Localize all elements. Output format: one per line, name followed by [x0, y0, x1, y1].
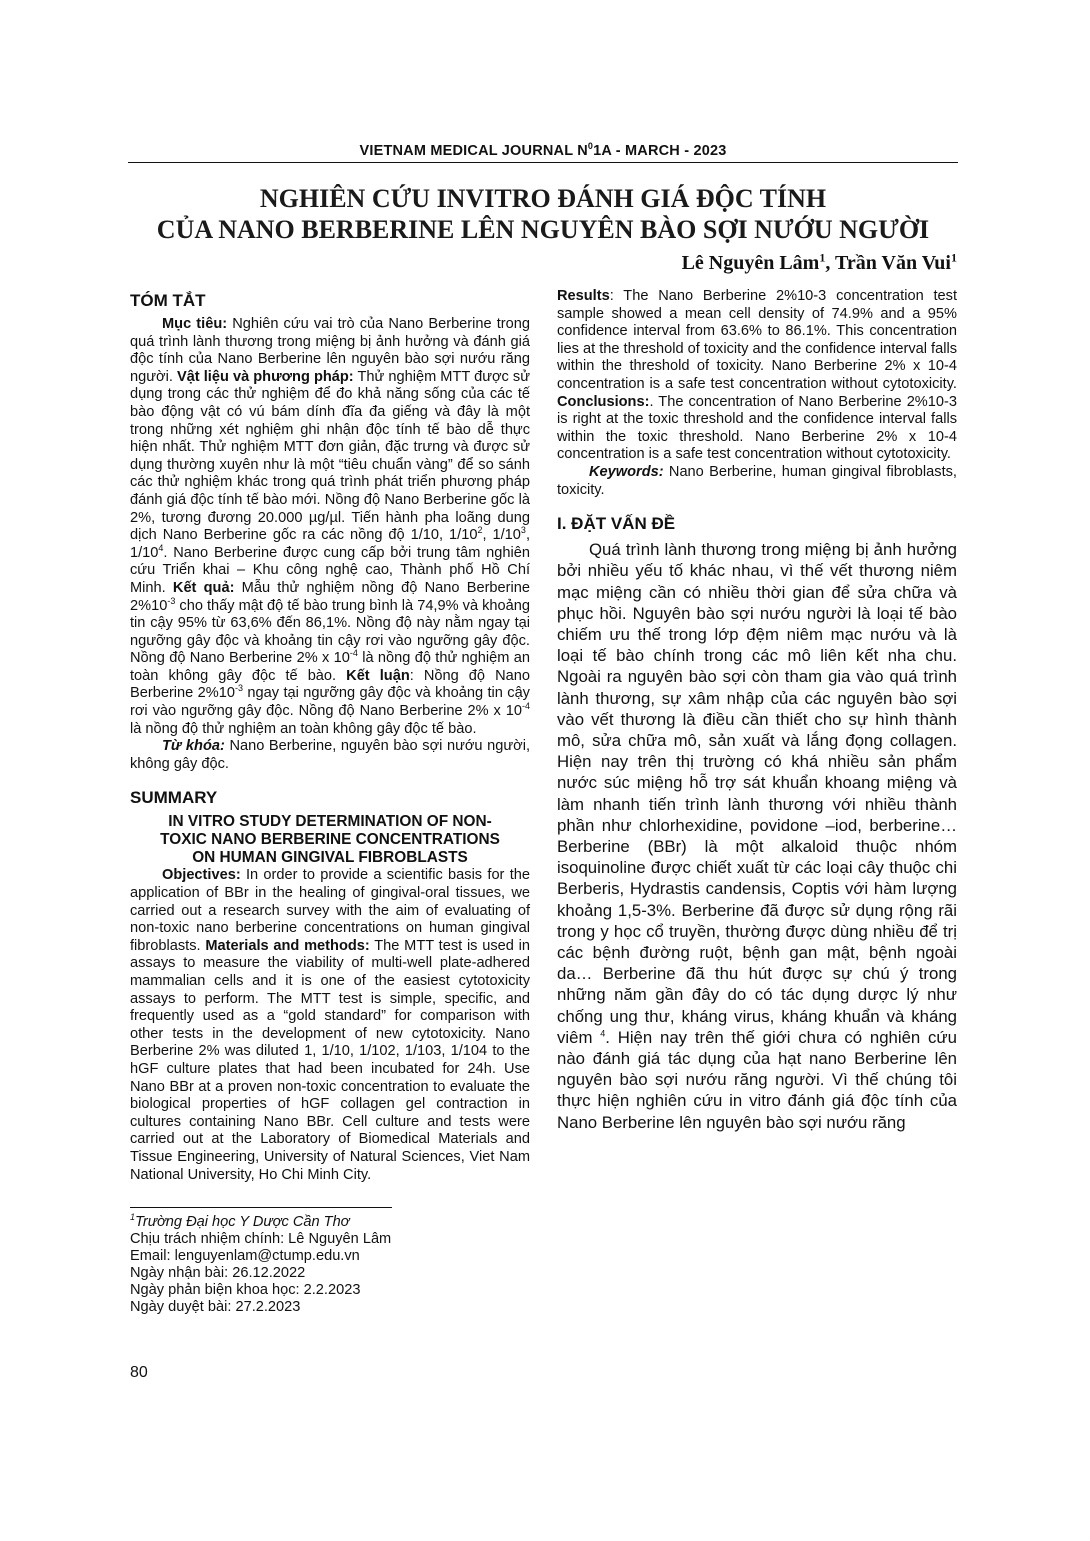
- abstract-vi-heading: TÓM TẮT: [130, 291, 206, 310]
- article-title: [128, 183, 958, 245]
- summary-heading: SUMMARY: [130, 788, 218, 808]
- affiliation: $^1$Trường Đại học Y Dược Cần Thơ: [130, 1212, 350, 1230]
- author-1: Lê Nguyên Lâm: [681, 252, 820, 274]
- summary-title: IN VITRO STUDY DETERMINATION OF NON-TOXIC NANO BERBERINE CONCENTRATIONS ON HUMAN GINGIVAL FIBROBLASTS: [160, 813, 500, 867]
- summary-body-part-1: Objectives: In order to provide a scientific basis for the application of BBr in the healing of gingival-oral tissues, we carried out a research survey with the aim of evaluating of non-toxic nano berberine concentrations on human gingival fibroblasts. Materials and methods: The MTT test is used in assays to measure the viability of multi-well plate-adhered mammalian cells and it is one of the easiest cytotoxicity assays to perform. The MTT test is simple, specific, and frequently used as a “gold standard” for comparison with other tests in the development of new cytotoxicity. Nano Berberine 2% was diluted 1, 1/10, 1/102, 1/103, 1/104 to the hGF culture plates that had been incubated for 24h. Use Nano BBr at a proven non-toxic concentration to evaluate the biological properties of hGF collagen gel contraction in cultures containing Nano BBr. Cell culture and tests were carried out at the Laboratory of Biomedical Materials and Tissue Engineering, University of Natural Sciences, Viet Nam National University, Ho Chi Minh City.: [130, 867, 531, 1183]
- title-line-1: NGHIÊN CỨU INVITRO ĐÁNH GIÁ ĐỘC TÍNH: [259, 184, 827, 213]
- title-line-2: CỦA NANO BERBERINE LÊN NGUYÊN BÀO SỢI NƯỚU NGƯỜI: [156, 215, 930, 244]
- summary-body-part-2: Results: The Nano Berberine 2%10-3 concentration test sample showed a mean cell density of 74.9% and a 95% confidence interval from 63.6% to 86.1%. This concentration lies at the threshold of toxicity and the confidence interval falls within the threshold of toxicity. Nano Berberine 2% x 10-4 concentration is a safe test concentration without cytotoxicity. Conclusions:. The concentration of Nano Berberine 2%10-3 is right at the toxic threshold and the confidence interval falls within the toxic threshold. Nano Berberine 2% x 10-4 concentration is a safe test concentration without cytotoxicity.: [557, 288, 957, 463]
- left-column: [130, 290, 530, 1184]
- abstract-vi-body: Mục tiêu: Nghiên cứu vai trò của Nano Berberine trong quá trình lành thương trong miệng bị ảnh hưởng và đánh giá độc tính của Nano Berberine lên nguyên bào sợi nướu răng người. Vật liệu và phương pháp: Thử nghiệm MTT được sử dụng trong các thử nghiệm để đo khả năng sống của các tế bào động vật có vú bám dính đĩa đa giếng và đây là một trong những xét nghiệm ghi nhận độc tính tế bào dễ thực hiện nhất. Thử nghiệm MTT đơn giản, đặc trưng và được sử dụng thường xuyên như là một “tiêu chuẩn vàng” để so sánh các thử nghiệm khác trong quá trình phát triển phương pháp đánh giá độc tính tế bào mới. Nồng độ Nano Berberine gốc là 2%, tương đương 20.000 µg/µl. Tiến hành pha loãng dung dịch Nano Berberine gốc ra các nồng độ 1/10, $1/10^2$, $1/10^3$, $1/10^4$. Nano Berberine được cung cấp bởi trung tâm nghiên cứu Triển khai – Khu công nghệ cao, Thành phố Hồ Chí Minh. Kết quả: Mẫu thử nghiệm nồng độ Nano Berberine $2\%10^{-3}$ cho thấy mật độ tế bào trung bình là 74,9% và khoảng tin cậy 95% từ 63,6% đến 86,1%. Nồng độ này nằm ngay tại ngưỡng gây độc và khoảng tin cậy rơi vào ngưỡng gây độc. Nồng độ Nano Berberine 2% x $10^{-4}$ là nồng độ thử nghiệm an toàn không gây độc tế bào. Kết luận: Nồng độ Nano Berberine $2\%10^{-3}$ ngay tại ngưỡng gây độc và khoảng tin cậy rơi vào ngưỡng gây độc. Nồng độ Nano Berberine 2% x $10^{-4}$ là nồng độ thử nghiệm an toàn không gây độc tế bào.: [130, 316, 530, 737]
- journal-header: VIETNAM MEDICAL JOURNAL $N^01A$ - MARCH - 2023: [359, 141, 727, 159]
- author-2: Trần Văn Vui: [835, 252, 951, 274]
- author-list: Lê Nguyên Lâm$^1$, Trần Văn Vui$^1$: [681, 250, 957, 274]
- page-number: 80: [130, 1364, 148, 1381]
- summary-keywords: Keywords: Nano Berberine, human gingival fibroblasts, toxicity.: [557, 463, 957, 498]
- date-accepted: Ngày duyệt bài: 27.2.2023: [130, 1299, 301, 1315]
- corresponding-author: Chịu trách nhiệm chính: Lê Nguyên Lâm: [130, 1231, 392, 1247]
- intro-body: Quá trình lành thương trong miệng bị ảnh hưởng bởi nhiều yếu tố khác nhau, vì thế vết thương niêm mạc miệng cần có nhiều thời gian để sửa chữa và phục hồi. Nguyên bào sợi nướu người là loại tế bào chiếm ưu thế trong lớp đệm niêm mạc nướu và là loại tế bào chính trong các mô liên kết nha chu. Ngoài ra nguyên bào sợi còn tham gia vào quá trình lành thương, sự xâm nhập của các nguyên bào sợi vào vết thương là điều cần thiết cho sự hình thành mô, sửa chữa mô, sản xuất và lắng đọng collagen. Hiện nay trên thị trường có khá nhiều sản phẩm nước súc miệng hỗ trợ sát khuẩn khoang miệng và làm nhanh tiến trình lành thương với nhiều thành phần như chlorhexidine, povidone –iod, berberine… Berberine (BBr) là một alkaloid thuộc nhóm isoquinoline được chiết xuất từ các loại cây thuộc chi Berberis, Hydrastis candensis, Coptis với hàm lượng khoảng 1,5-3%. Berberine đã được sử dụng rộng rãi trong y học cổ truyền, thường được dùng nhiều để trị các bệnh đường ruột, bệnh gan mật, bệnh ngoài da… Berberine đã thu hút được sự chú ý trong những năm gần đây do có tác dụng dược lý như chống ung thư, kháng virus, kháng khuẩn và kháng viêm $^4$. Hiện nay trên thế giới chưa có nghiên cứu nào đánh giá tác dụng của hạt nano Berberine lên nguyên bào sợi nướu răng người. Vì thế chúng tôi thực hiện nghiên cứu in vitro đánh giá độc tính của Nano Berberine lên nguyên bào sợi nướu răng: [557, 540, 957, 1132]
- summary-methods-text: The MTT test is used in assays to measure the viability of multi-well plate-adhered mammalian cells and it is one of the easiest cytotoxicity assays to perform. The MTT test is simple, specific, and frequently used as a “gold standard” for comparison with other tests in the development of new cytotoxicity. Nano Berberine 2% was diluted 1, 1/10, 1/102, 1/103, 1/104 to the hGF culture plates that had been incubated for 24h. Use Nano BBr at a proven non-toxic concentration to evaluate the biological properties of hGF collagen gel contraction in cultures containing Nano BBr. Cell culture and tests were carried out at the Laboratory of Biomedical Materials and Tissue Engineering, University of Natural Sciences, Viet Nam National University, Ho Chi Minh City.: [130, 937, 531, 1183]
- email: Email: lenguyenlam@ctump.edu.vn: [130, 1248, 360, 1264]
- right-column: [557, 288, 957, 1133]
- abstract-vi-keywords: Từ khóa: Nano Berberine, nguyên bào sợi nướu người, không gây độc.: [130, 738, 531, 772]
- date-received: Ngày nhận bài: 26.12.2022: [130, 1265, 306, 1281]
- intro-heading: I. ĐẶT VẤN ĐỀ: [557, 514, 676, 534]
- footnote-rule: [130, 1207, 392, 1208]
- date-reviewed: Ngày phản biện khoa học: 2.2.2023: [130, 1282, 361, 1298]
- header-rule: [128, 162, 958, 163]
- footnotes: [130, 1214, 530, 1316]
